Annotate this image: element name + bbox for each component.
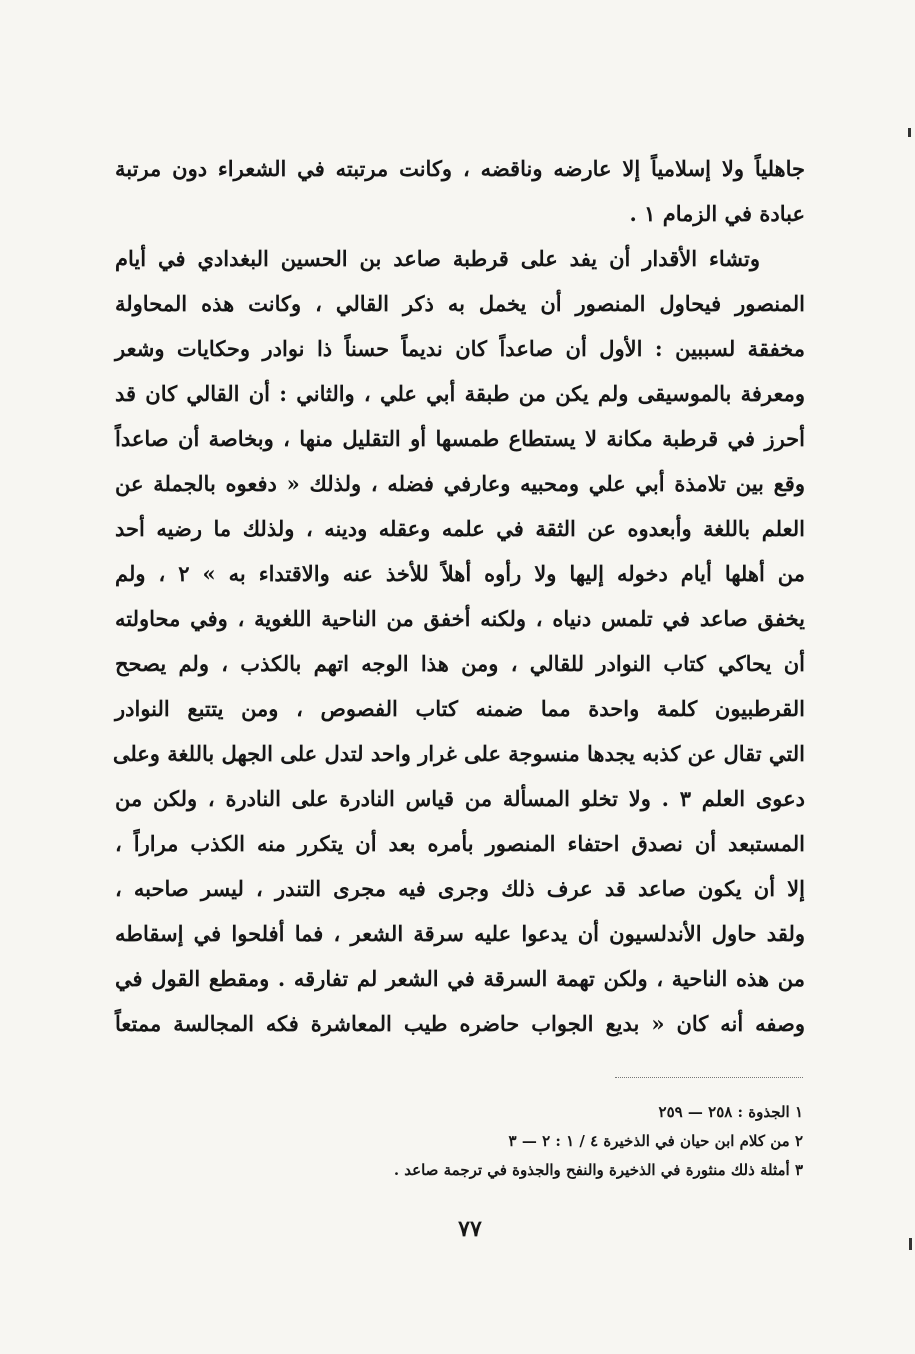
body-text [112,146,805,1046]
body-line: العلم باللغة وأبعدوه عن الثقة في علمه وعقله ودينه ، ولذلك ما رضيه أحد [115,516,805,541]
body-line: أحرز في قرطبة مكانة لا يستطاع طمسها أو التقليل منها ، وبخاصة أن صاعداً [115,426,805,451]
page-number: ٧٧ [458,1216,482,1242]
body-line: القرطبيون كلمة واحدة مما ضمنه كتاب الفصوص ، ومن يتتبع النوادر [115,696,805,721]
body-line: ولقد حاول الأندلسيون أن يدعوا عليه سرقة الشعر ، فما أفلحوا في إسقاطه [115,921,805,946]
body-line: وصفه أنه كان « بديع الجواب حاضره طيب المعاشرة فكه المجالسة ممتعاً [115,1011,805,1036]
body-line: عبادة في الزمام ١ . [629,201,805,226]
footnote-divider [615,1077,803,1078]
body-line: مخفقة لسببين : الأول أن صاعداً كان نديماً حسناً ذا نوادر وحكايات وشعر [115,336,805,361]
scan-edge-mark-bottom [909,1238,912,1250]
footnote-item: ١ الجذوة : ٢٥٨ — ٢٥٩ [658,1103,803,1121]
scan-edge-mark-top [908,128,911,137]
body-line: ومعرفة بالموسيقى ولم يكن من طبقة أبي علي ، والثاني : أن القالي كان قد [115,381,805,406]
footnote-item: ٢ من كلام ابن حيان في الذخيرة ٤ / ١ : ٢ — ٣ [508,1132,803,1150]
body-line: التي تقال عن كذبه يجدها منسوجة على غرار واحد لتدل على الجهل باللغة وعلى [112,741,805,766]
body-line: المستبعد أن نصدق احتفاء المنصور بأمره بعد أن يتكرر منه الكذب مراراً ، [115,831,805,856]
footnote-item: ٣ أمثلة ذلك منثورة في الذخيرة والنفح والجذوة في ترجمة صاعد . [393,1161,803,1179]
body-line: إلا أن يكون صاعد قد عرف ذلك وجرى فيه مجرى التندر ، ليسر صاحبه ، [115,876,805,901]
body-line: من أهلها أيام دخوله إليها ولا رأوه أهلاً للأخذ عنه والاقتداء به » ٢ ، ولم [115,561,805,586]
footnotes [243,1098,803,1185]
body-line: أن يحاكي كتاب النوادر للقالي ، ومن هذا الوجه اتهم بالكذب ، ولم يصحح [115,651,805,676]
body-line: وقع بين تلامذة أبي علي ومحبيه وعارفي فضله ، ولذلك « دفعوه بالجملة عن [115,471,805,496]
body-line: وتشاء الأقدار أن يفد على قرطبة صاعد بن الحسين البغدادي في أيام [115,246,760,271]
body-line: المنصور فيحاول المنصور أن يخمل به ذكر القالي ، وكانت هذه المحاولة [115,291,805,316]
body-line: من هذه الناحية ، ولكن تهمة السرقة في الشعر لم تفارقه . ومقطع القول في [115,966,805,991]
body-line: جاهلياً ولا إسلامياً إلا عارضه وناقضه ، وكانت مرتبته في الشعراء دون مرتبة [115,156,805,181]
body-line: يخفق صاعد في تلمس دنياه ، ولكنه أخفق من الناحية اللغوية ، وفي محاولته [115,606,805,631]
body-line: دعوى العلم ٣ . ولا تخلو المسألة من قياس النادرة على النادرة ، ولكن من [115,786,805,811]
